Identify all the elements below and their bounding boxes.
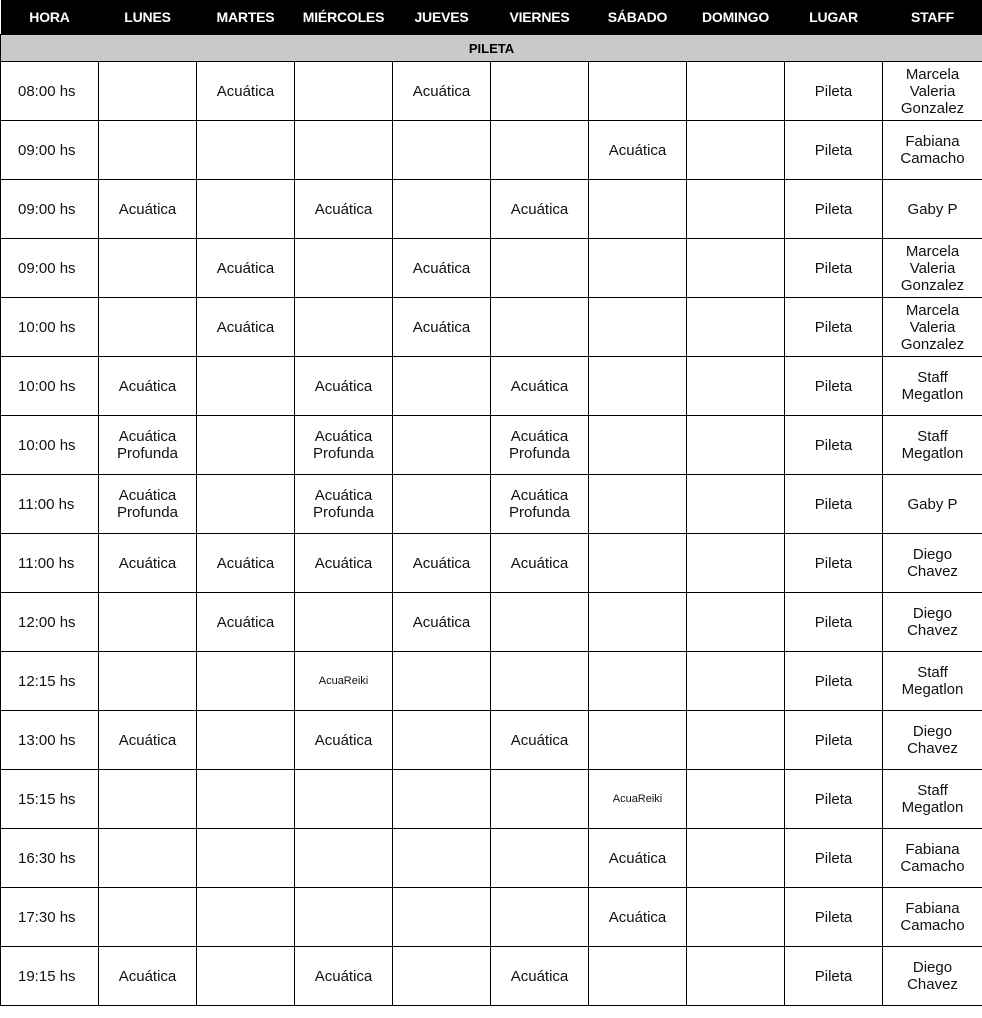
table-row: [1, 947, 982, 1006]
cell-martes: [197, 947, 295, 1006]
cell-jueves: Acuática: [393, 298, 491, 357]
cell-staff: Diego Chavez: [883, 711, 982, 770]
cell-domingo: [687, 357, 785, 416]
cell-miercoles: Acuática: [295, 534, 393, 593]
cell-lunes: [99, 888, 197, 947]
cell-jueves: [393, 180, 491, 239]
cell-lunes: [99, 298, 197, 357]
header-martes: MARTES: [197, 0, 295, 35]
cell-lugar: Pileta: [785, 593, 883, 652]
table-row: [1, 652, 982, 711]
cell-miercoles: [295, 593, 393, 652]
cell-lugar: Pileta: [785, 770, 883, 829]
cell-staff: Fabiana Camacho: [883, 829, 982, 888]
cell-lugar: Pileta: [785, 534, 883, 593]
cell-hora: 09:00 hs: [1, 121, 99, 180]
section-row: [1, 35, 982, 62]
table-row: [1, 416, 982, 475]
cell-domingo: [687, 947, 785, 1006]
cell-hora: 09:00 hs: [1, 180, 99, 239]
cell-viernes: Acuática Profunda: [491, 475, 589, 534]
cell-miercoles: [295, 829, 393, 888]
cell-domingo: [687, 888, 785, 947]
cell-domingo: [687, 180, 785, 239]
cell-staff: Staff Megatlon: [883, 357, 982, 416]
cell-viernes: [491, 829, 589, 888]
cell-martes: Acuática: [197, 239, 295, 298]
cell-jueves: [393, 652, 491, 711]
cell-martes: Acuática: [197, 593, 295, 652]
cell-staff: Diego Chavez: [883, 534, 982, 593]
cell-lugar: Pileta: [785, 121, 883, 180]
table-row: [1, 239, 982, 298]
cell-viernes: Acuática: [491, 180, 589, 239]
header-domingo: DOMINGO: [687, 0, 785, 35]
table-row: [1, 298, 982, 357]
cell-jueves: [393, 121, 491, 180]
cell-lugar: Pileta: [785, 239, 883, 298]
cell-hora: 09:00 hs: [1, 239, 99, 298]
cell-miercoles: [295, 298, 393, 357]
cell-sabado: Acuática: [589, 121, 687, 180]
section-label: PILETA: [1, 35, 982, 62]
cell-martes: [197, 770, 295, 829]
cell-miercoles: [295, 770, 393, 829]
cell-domingo: [687, 770, 785, 829]
cell-viernes: Acuática: [491, 711, 589, 770]
cell-lunes: Acuática Profunda: [99, 416, 197, 475]
cell-hora: 16:30 hs: [1, 829, 99, 888]
cell-martes: [197, 888, 295, 947]
cell-martes: [197, 416, 295, 475]
cell-lugar: Pileta: [785, 888, 883, 947]
cell-jueves: [393, 711, 491, 770]
cell-lugar: Pileta: [785, 947, 883, 1006]
cell-sabado: [589, 711, 687, 770]
cell-miercoles: AcuaReiki: [295, 652, 393, 711]
cell-jueves: Acuática: [393, 593, 491, 652]
cell-hora: 15:15 hs: [1, 770, 99, 829]
cell-sabado: Acuática: [589, 888, 687, 947]
cell-jueves: [393, 947, 491, 1006]
cell-staff: Staff Megatlon: [883, 416, 982, 475]
cell-viernes: [491, 652, 589, 711]
cell-martes: [197, 475, 295, 534]
cell-staff: Diego Chavez: [883, 593, 982, 652]
cell-martes: [197, 652, 295, 711]
cell-domingo: [687, 239, 785, 298]
cell-jueves: [393, 475, 491, 534]
header-jueves: JUEVES: [393, 0, 491, 35]
cell-hora: 13:00 hs: [1, 711, 99, 770]
cell-miercoles: Acuática: [295, 180, 393, 239]
cell-viernes: [491, 770, 589, 829]
cell-domingo: [687, 298, 785, 357]
cell-viernes: Acuática: [491, 534, 589, 593]
cell-miercoles: [295, 888, 393, 947]
cell-jueves: [393, 829, 491, 888]
cell-lunes: Acuática: [99, 180, 197, 239]
cell-miercoles: Acuática: [295, 711, 393, 770]
cell-martes: [197, 829, 295, 888]
header-lunes: LUNES: [99, 0, 197, 35]
cell-viernes: [491, 239, 589, 298]
cell-domingo: [687, 475, 785, 534]
cell-martes: Acuática: [197, 298, 295, 357]
cell-lunes: Acuática: [99, 711, 197, 770]
cell-lugar: Pileta: [785, 829, 883, 888]
cell-staff: Marcela Valeria Gonzalez: [883, 239, 982, 298]
cell-jueves: Acuática: [393, 534, 491, 593]
cell-staff: Diego Chavez: [883, 947, 982, 1006]
cell-sabado: [589, 239, 687, 298]
cell-lunes: [99, 652, 197, 711]
cell-hora: 11:00 hs: [1, 534, 99, 593]
table-row: [1, 121, 982, 180]
cell-miercoles: [295, 62, 393, 121]
header-sabado: SÁBADO: [589, 0, 687, 35]
table-row: [1, 534, 982, 593]
table-row: [1, 829, 982, 888]
cell-sabado: [589, 180, 687, 239]
cell-miercoles: Acuática: [295, 947, 393, 1006]
cell-martes: [197, 711, 295, 770]
cell-hora: 10:00 hs: [1, 416, 99, 475]
cell-domingo: [687, 652, 785, 711]
cell-sabado: [589, 475, 687, 534]
cell-martes: [197, 357, 295, 416]
cell-hora: 10:00 hs: [1, 357, 99, 416]
cell-viernes: [491, 298, 589, 357]
cell-hora: 19:15 hs: [1, 947, 99, 1006]
cell-jueves: [393, 770, 491, 829]
cell-domingo: [687, 62, 785, 121]
cell-viernes: [491, 888, 589, 947]
cell-hora: 08:00 hs: [1, 62, 99, 121]
cell-viernes: [491, 121, 589, 180]
cell-hora: 11:00 hs: [1, 475, 99, 534]
table-row: [1, 357, 982, 416]
table-row: [1, 593, 982, 652]
cell-lunes: [99, 829, 197, 888]
cell-staff: Fabiana Camacho: [883, 888, 982, 947]
cell-domingo: [687, 534, 785, 593]
table-row: [1, 62, 982, 121]
cell-lunes: Acuática Profunda: [99, 475, 197, 534]
cell-lugar: Pileta: [785, 357, 883, 416]
table-row: [1, 180, 982, 239]
cell-jueves: Acuática: [393, 62, 491, 121]
header-lugar: LUGAR: [785, 0, 883, 35]
cell-miercoles: Acuática Profunda: [295, 416, 393, 475]
cell-sabado: [589, 298, 687, 357]
cell-miercoles: Acuática: [295, 357, 393, 416]
cell-martes: Acuática: [197, 534, 295, 593]
cell-staff: Staff Megatlon: [883, 652, 982, 711]
header-miercoles: MIÉRCOLES: [295, 0, 393, 35]
cell-sabado: [589, 947, 687, 1006]
cell-jueves: [393, 357, 491, 416]
cell-martes: [197, 180, 295, 239]
cell-lugar: Pileta: [785, 416, 883, 475]
table-row: [1, 711, 982, 770]
cell-miercoles: [295, 239, 393, 298]
cell-staff: Marcela Valeria Gonzalez: [883, 298, 982, 357]
cell-lugar: Pileta: [785, 62, 883, 121]
cell-miercoles: [295, 121, 393, 180]
cell-sabado: [589, 62, 687, 121]
cell-lunes: [99, 239, 197, 298]
cell-sabado: [589, 357, 687, 416]
cell-lunes: [99, 770, 197, 829]
cell-lugar: Pileta: [785, 652, 883, 711]
table-row: [1, 475, 982, 534]
cell-miercoles: Acuática Profunda: [295, 475, 393, 534]
cell-domingo: [687, 593, 785, 652]
cell-staff: Gaby P: [883, 180, 982, 239]
cell-lunes: [99, 62, 197, 121]
cell-sabado: Acuática: [589, 829, 687, 888]
cell-viernes: [491, 593, 589, 652]
cell-lunes: Acuática: [99, 947, 197, 1006]
cell-jueves: [393, 888, 491, 947]
cell-viernes: Acuática: [491, 357, 589, 416]
header-viernes: VIERNES: [491, 0, 589, 35]
cell-hora: 12:00 hs: [1, 593, 99, 652]
cell-viernes: [491, 62, 589, 121]
cell-hora: 12:15 hs: [1, 652, 99, 711]
cell-lunes: [99, 593, 197, 652]
cell-domingo: [687, 829, 785, 888]
header-staff: STAFF: [883, 0, 982, 35]
header-hora: HORA: [1, 0, 99, 35]
cell-sabado: [589, 593, 687, 652]
cell-hora: 17:30 hs: [1, 888, 99, 947]
cell-hora: 10:00 hs: [1, 298, 99, 357]
cell-staff: Staff Megatlon: [883, 770, 982, 829]
cell-viernes: Acuática: [491, 947, 589, 1006]
cell-lugar: Pileta: [785, 711, 883, 770]
cell-staff: Fabiana Camacho: [883, 121, 982, 180]
cell-martes: Acuática: [197, 62, 295, 121]
cell-lunes: Acuática: [99, 357, 197, 416]
cell-viernes: Acuática Profunda: [491, 416, 589, 475]
table-row: [1, 888, 982, 947]
cell-staff: Gaby P: [883, 475, 982, 534]
cell-sabado: AcuaReiki: [589, 770, 687, 829]
cell-staff: Marcela Valeria Gonzalez: [883, 62, 982, 121]
table-row: [1, 770, 982, 829]
header-row: [1, 0, 982, 35]
cell-lugar: Pileta: [785, 475, 883, 534]
cell-lunes: [99, 121, 197, 180]
cell-sabado: [589, 534, 687, 593]
cell-domingo: [687, 416, 785, 475]
cell-jueves: Acuática: [393, 239, 491, 298]
cell-sabado: [589, 652, 687, 711]
cell-lugar: Pileta: [785, 180, 883, 239]
cell-lunes: Acuática: [99, 534, 197, 593]
cell-martes: [197, 121, 295, 180]
cell-sabado: [589, 416, 687, 475]
cell-jueves: [393, 416, 491, 475]
cell-domingo: [687, 711, 785, 770]
cell-lugar: Pileta: [785, 298, 883, 357]
cell-domingo: [687, 121, 785, 180]
